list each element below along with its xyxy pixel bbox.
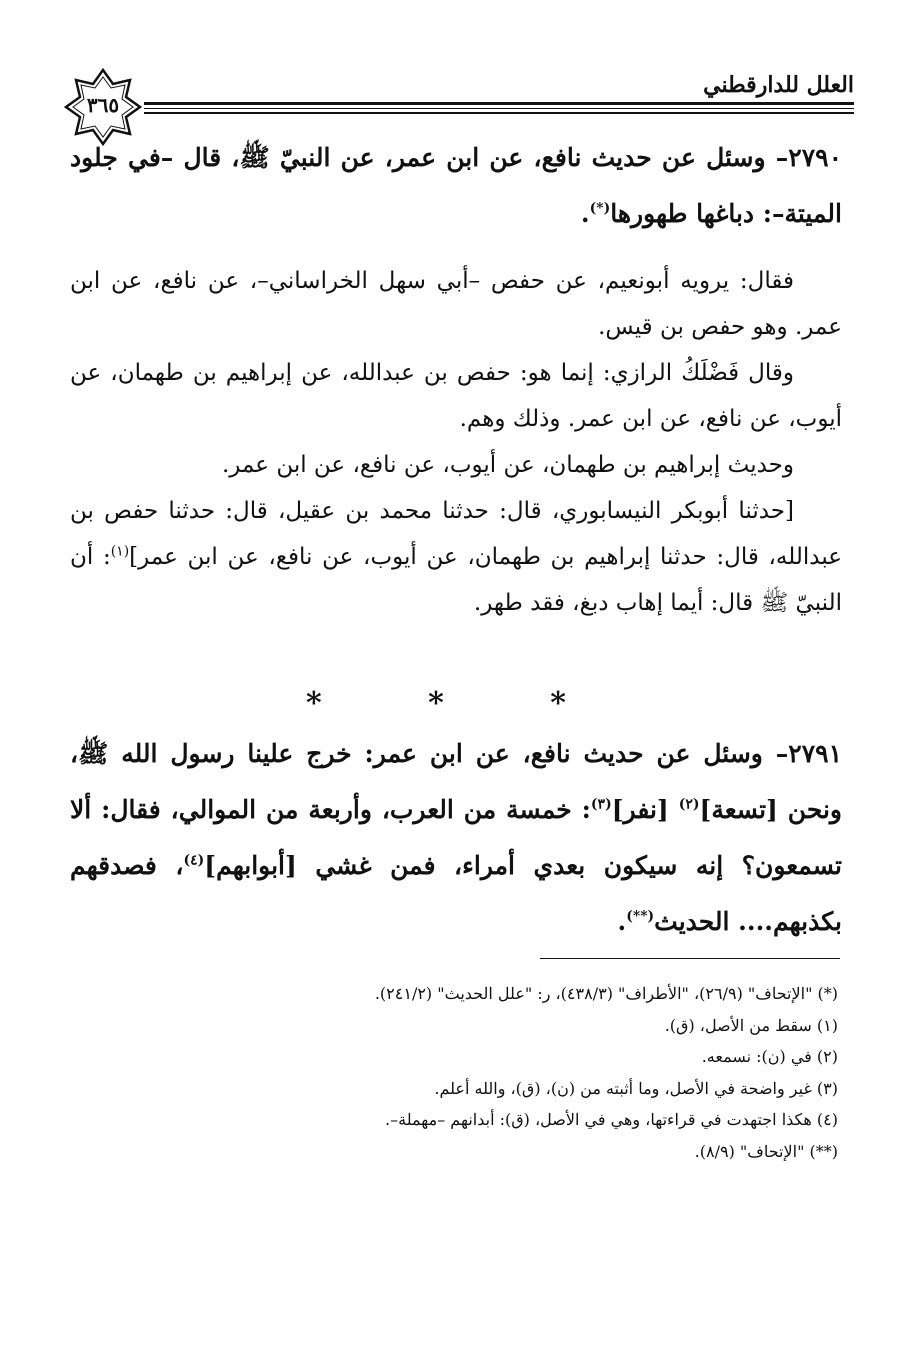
header-rule xyxy=(144,108,854,109)
entry-question xyxy=(70,130,842,242)
entry-text: ، فصدقهم بكذبهم.... الحديث xyxy=(70,851,842,936)
answer-paragraph: فقال: يرويه أبونعيم، عن حفص –أبي سهل الخراساني–، عن نافع، عن ابن عمر. وهو حفص بن قيس. xyxy=(70,268,842,340)
book-title: العلل للدارقطني xyxy=(703,72,854,98)
footnote: (**) "الإتحاف" (٨/٩). xyxy=(694,1141,838,1161)
entry-line: الميتة–: دباغها طهورها xyxy=(610,199,842,228)
answer-paragraph: وحديث إبراهيم بن طهمان، عن أيوب، عن نافع، عن ابن عمر. xyxy=(221,452,794,478)
footnotes xyxy=(300,978,838,1167)
footnote-divider xyxy=(540,958,840,959)
entry-2791 xyxy=(70,726,842,950)
punctuation: . xyxy=(617,907,627,936)
footnote: (٢) في (ن): نسمعه. xyxy=(701,1047,838,1066)
page-number: ٣٦٥ xyxy=(86,93,120,117)
footnote: (٣) غير واضحة في الأصل، وما أثبته من (ن)، (ق)، والله أعلم. xyxy=(434,1078,838,1098)
answer-paragraph: وقال فَضْلَكُ الرازي: إنما هو: حفص بن عبدالله، عن إبراهيم بن طهمان، عن أيوب، عن نافع، عن ابن عمر. وذلك وهم. xyxy=(70,360,842,432)
footnote: (٤) هكذا اجتهدت في قراءتها، وهي في الأصل، (ق): أبدانهم –مهملة–. xyxy=(385,1110,838,1129)
header-rule xyxy=(144,112,854,114)
footnote-ref: (١) xyxy=(110,543,130,560)
isnad-text: [حدثنا أبوبكر النيسابوري، قال: حدثنا محمد بن عقيل، قال: حدثنا حفص بن عبدالله، قال: حدثنا إبراهيم بن طهمان، عن أيوب، عن نافع، عن ابن عمر] xyxy=(70,498,842,570)
footnote: (١) سقط من الأصل، (ق). xyxy=(664,1015,838,1035)
punctuation: . xyxy=(580,199,590,228)
answer-paragraph xyxy=(70,488,842,626)
footnote-ref: (**) xyxy=(626,908,655,925)
footnote-ref: (٤) xyxy=(183,852,205,869)
footnote-ref: (٣) xyxy=(590,796,612,813)
header-rule xyxy=(144,102,854,105)
entry-question xyxy=(70,726,842,950)
section-separator: * * * xyxy=(306,686,614,721)
footnote-ref: (*) xyxy=(589,200,611,217)
matn-text: : أن النبيّ ﷺ قال: أيما إهاب دبغ، فقد طهر. xyxy=(70,544,842,616)
entry-line: ٢٧٩٠– وسئل عن حديث نافع، عن ابن عمر، عن النبيّ ﷺ، قال –في جلود xyxy=(70,143,842,172)
footnote: (*) "الإتحاف" (٢٦/٩)، "الأطراف" (٤٣٨/٣)، ر: "علل الحديث" (٢٤١/٢). xyxy=(374,984,838,1003)
answer-block xyxy=(70,258,842,626)
footnote-ref: (٢) xyxy=(678,796,700,813)
entry-text: : خمسة من العرب، وأربعة من الموالي، فقال: ألا تسمعون؟ إنه سيكون بعدي أمراء، فمن غشي [أبوابهم] xyxy=(70,795,843,880)
entry-text: [نفر] xyxy=(611,795,679,824)
entry-2790 xyxy=(70,130,842,242)
entry-text: ٢٧٩١– وسئل عن حديث نافع، عن ابن عمر: خرج علينا رسول الله ﷺ، ونحن [تسعة] xyxy=(70,739,842,824)
